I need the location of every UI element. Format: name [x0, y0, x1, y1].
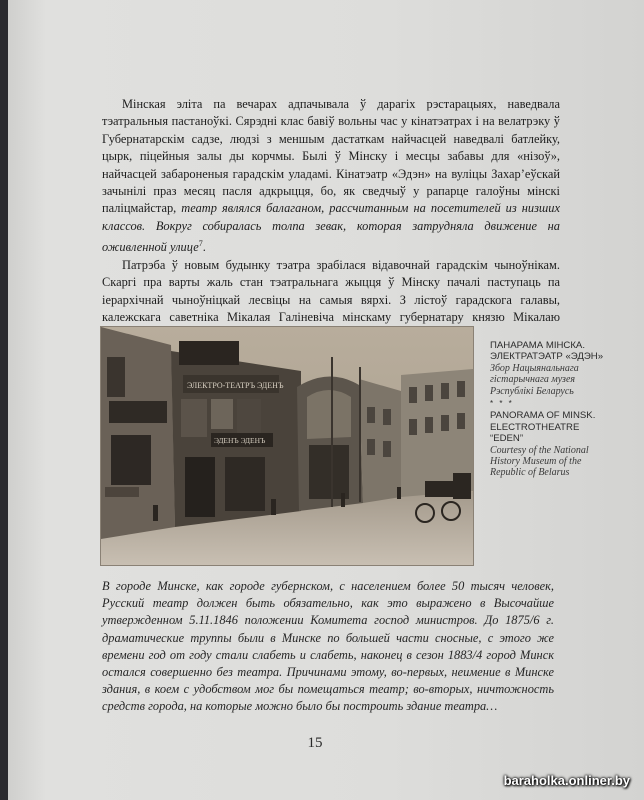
paragraph-2: Патрэба ў новым будынку тэатра зрабілася відавочнай гарадскім чыноўнікам. Скаргі пра варты жаль стан тэатральнага жыцця ў Мінску пачалі паступаць па іерархічнай чыноўніцкай лесвіцы на самыя вярхі. З лістоў гарадскога галавы, калежскага саветніка Мікалая Галіневіча мінскаму губернатару князю Мікалаю: [102, 257, 560, 324]
book-page: [8, 0, 644, 800]
archival-quote: В городе Минске, как городе губернском, с населением более 50 тысяч человек, Русский театр должен быть обязательно, как это выражено в Высочайше утвержденном 5.11.1846 положении Комитета господ министров. До 1875/6 г. драматические труппы были в Минске по большей части сносные, с этого же времени год от году стали слабеть и слабеть, наконец в сезон 1883/4 город Минск остался совершенно без театра. Причинами этому, во-первых, неимение в Минске здания, в коем с удобством мог бы помещаться театр; во-вторых, ничтожность средств города, на которые можно было бы построить здание театра…: [102, 579, 554, 714]
entrance-sign-text: ЭДЕНЪ ЭДЕНЪ: [214, 436, 266, 445]
caption-title-be: ПАНАРАМА МІНСКА. ЭЛЕКТРАТЭАТР «ЭДЭН»: [490, 340, 604, 363]
page-number: 15: [307, 735, 323, 751]
paragraph-1: [102, 96, 560, 257]
paragraph-1-text: Мінская эліта па вечарах адпачывала ў дарагіх рэстарацыях, наведвала тэатральныя пастаноўкі. Сярэдні клас бавіў вольны час у кінатэатрах і на велатрэку ў Губернатарскім садзе, людзі з меншым дастаткам найчасцей наведвалі батлейку, цырк, піцейныя залы ды корчмы. Былі ў Мінску і месцы забавы для «нізоў», найчасцей забароненыя гарадскім уладамі. Кінатэатр «Эдэн» на вуліцы Захар’еўскай зачынілі праз месяц пасля адкрыцця, бо, як сведчыў у рапарце галоўны мінскі паліцмайстар,: [102, 97, 560, 216]
watermark: baraholka.onliner.by: [503, 773, 630, 788]
roof-sign: [179, 341, 239, 365]
paragraph-1-end: .: [202, 240, 206, 255]
footnote-ref: 7: [198, 239, 203, 249]
caption-separator: * * *: [490, 399, 514, 409]
street-photo-illustration: [101, 327, 473, 565]
theatre-sign-text: ЭЛЕКТРО-ТЕАТРЪ ЭДЕНЪ: [187, 381, 284, 390]
paragraph-1-quote: театр являлся балаганом, рассчитанным на посетителей из низших классов. Вокруг собиралась толпа зевак, которая затрудняла движение на оживленной улице: [102, 201, 560, 255]
left-signboard: [109, 401, 167, 423]
body-text: [102, 96, 560, 344]
caption-title-en: PANORAMA OF MINSK. ELECTROTHEATRE “EDEN”: [490, 410, 596, 445]
photo-caption: [490, 340, 610, 479]
historic-photo-eden-theatre: [100, 326, 474, 566]
caption-credit-be: Збор Нацыянальнага гістарычнага музея Рэспублікі Беларусь: [490, 362, 579, 397]
caption-credit-en: Courtesy of the National History Museum of the Republic of Belarus: [490, 444, 589, 479]
